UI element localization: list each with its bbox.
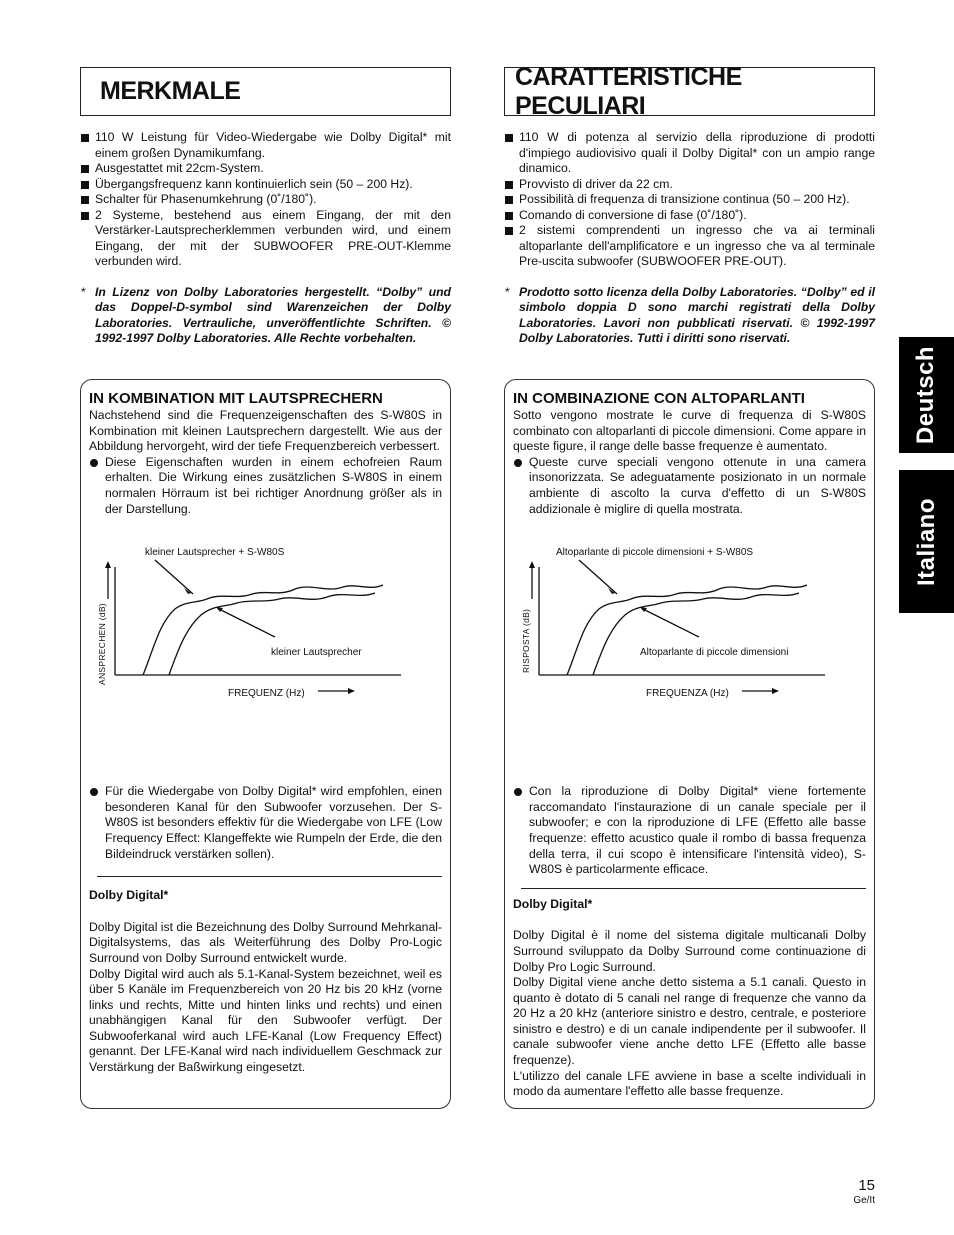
dolby-digital-title: Dolby Digital* bbox=[89, 888, 169, 903]
frequency-chart-it bbox=[513, 539, 863, 744]
y-axis-arrowhead bbox=[529, 561, 535, 568]
square-bullet-icon bbox=[505, 227, 513, 235]
language-tab-label: Deutsch bbox=[912, 345, 940, 445]
box-intro-de: Nachstehend sind die Frequenzeigenschaften des S-W80S in Kombination mit kleinen Lautsprechern dargestellt. Wie aus der Abbildung hervorgeht, wird der tiefe Frequenzbereich verbessert. bbox=[89, 408, 442, 454]
label-with-subwoofer: Altoparlante di piccole dimensioni + S-W80S bbox=[556, 547, 754, 559]
y-axis-label: ANSPRECHEN (dB) bbox=[97, 603, 107, 686]
feature-list-it bbox=[504, 130, 875, 270]
page-number: 15 bbox=[858, 1177, 875, 1194]
box-intro-it: Sotto vengono mostrate le curve di frequenza di S-W80S combinato con altoparlanti di piccole dimensioni. Come appare in queste figure, il range delle basse frequenze è aumentato. bbox=[513, 408, 866, 454]
feature-item: Comando di conversione di fase (0˚/180˚). bbox=[504, 208, 875, 224]
dolby-paragraph: Dolby Digital viene anche detto sistema a 5.1 canali. Questo in quanto è dotato di 5 canali nel range di frequenze che vanno da 20 Hz a 20 kHz (anteriore sinistro e destro, centrale, e posteriore sinistro e destro) e di un canale indipendente per il subwoofer. Il canale subwoofer viene anche detto LFE (Effetto alle basse frequenze). bbox=[513, 975, 866, 1068]
page-title-it: CARATTERISTICHE PECULIARI bbox=[515, 62, 742, 120]
feature-item: Schalter für Phasenumkehrung (0˚/180˚). bbox=[80, 192, 451, 208]
column-de bbox=[80, 0, 451, 347]
frequency-chart-svg bbox=[513, 539, 863, 744]
dolby-paragraph: L'utilizzo del canale LFE avviene in base a scelte individuali in modo da aumentare l'effetto alle basse frequenze. bbox=[513, 1068, 866, 1099]
dolby-paragraph: Dolby Digital ist die Bezeichnung des Dolby Surround Mehrkanal-Digitalsystems, das als Weiterführung des Dolby Pro-Logic Surround von Dolby Surround entwickelt wurde. bbox=[89, 919, 442, 965]
bullet-item: Queste curve speciali vengono ottenute in una camera insonorizzata. Se adeguatamente posizionato in un normale ambiente di ascolto la curva d'effetto di un S-W80S addizionale è miglire di quella mostrata. bbox=[513, 455, 866, 517]
feature-item: Possibilità di frequenza di transizione continua (50 – 200 Hz). bbox=[504, 192, 875, 208]
column-it bbox=[504, 0, 875, 347]
divider bbox=[97, 876, 442, 877]
label-small-speaker: kleiner Lautsprecher bbox=[271, 647, 362, 659]
footnote-it: * Prodotto sotto licenza della Dolby Laboratories. “Dolby” ed il simbolo doppia D sono marchi registrati della Dolby Laboratories. Lavori non pubblicati riservati. © 1992-1997 Dolby Laboratories. Tutti i diritti sono riservati. bbox=[505, 284, 875, 345]
pointer-arrowhead-bottom bbox=[640, 607, 647, 612]
feature-item: 2 Systeme, bestehend aus einem Eingang, der mit den Verstärker-Lautsprecherklemmen verbunden wird, und einem Eingang, der mit der SUBWOOFER PRE-OUT-Klemme verbunden wird. bbox=[80, 208, 451, 270]
dolby-paragraph: Dolby Digital wird auch als 5.1-Kanal-System bezeichnet, weil es über 5 Kanäle im Frequenzbereich von 20 Hz bis 20 kHz (vorne links und rechts, Mitte und hinten links und rechts) und einen unabhängigen Kanal für den Subwoofer verfügt. Der Subwooferkanal wird auch LFE-Kanal (Low Frequency Effect) genannt. Der LFE-Kanal wird nach individuellem Geschmack zur Verstärkung der Baßwirkung eingesetzt. bbox=[89, 966, 442, 1075]
feature-item: Übergangsfrequenz kann kontinuierlich sein (50 – 200 Hz). bbox=[80, 177, 451, 193]
square-bullet-icon bbox=[81, 134, 89, 142]
square-bullet-icon bbox=[81, 181, 89, 189]
pointer-line-bottom bbox=[643, 609, 699, 637]
bullet-item: Für die Wiedergabe von Dolby Digital* wird empfohlen, einen besonderen Kanal für den Subwoofer vorzusehen. Der S-W80S ist besonders effektiv für die Wiedergabe von LFE (Low Frequency Effect: Klangeffekte wie Rumpeln der Erde, die den Bildeindruck verstärken sollen). bbox=[89, 784, 442, 862]
y-axis-label: RISPOSTA (dB) bbox=[521, 608, 531, 674]
box-heading-it: IN COMBINAZIONE CON ALTOPARLANTI bbox=[513, 390, 805, 407]
label-with-subwoofer: kleiner Lautsprecher + S-W80S bbox=[145, 547, 285, 559]
pointer-line-bottom bbox=[219, 609, 275, 637]
feature-item: 110 W di potenza al servizio della riproduzione di prodotti d'impiego audiovisivo quali il Dolby Digital* con un ampio range dinamico. bbox=[504, 130, 875, 177]
square-bullet-icon bbox=[505, 196, 513, 204]
bullet-item: Diese Eigenschaften wurden in einem echofreien Raum erhalten. Die Wirkung eines zusätzlichen S-W80S in einem normalen Hörraum ist bei richtiger Anordnung größer als in der Darstellung. bbox=[89, 455, 442, 517]
square-bullet-icon bbox=[81, 165, 89, 173]
divider bbox=[521, 888, 866, 889]
pointer-line-top bbox=[155, 560, 193, 594]
x-axis-arrowhead bbox=[348, 688, 355, 694]
square-bullet-icon bbox=[505, 212, 513, 220]
curve-small-speaker bbox=[593, 593, 799, 675]
square-bullet-icon bbox=[81, 212, 89, 220]
feature-item: 2 sistemi comprendenti un ingresso che va ai terminali altoparlante dell'amplificatore e un ingresso che va al terminale Pre-uscita subwoofer (SUBWOOFER PRE-OUT). bbox=[504, 223, 875, 270]
round-bullet-icon bbox=[90, 788, 98, 796]
round-bullet-icon bbox=[514, 459, 522, 467]
square-bullet-icon bbox=[505, 134, 513, 142]
speaker-combination-box-de bbox=[80, 379, 451, 1109]
language-tab-italiano bbox=[899, 470, 954, 613]
bullet-item: Con la riproduzione di Dolby Digital* viene fortemente raccomandato l'instaurazione di un canale speciale per il subwoofer; e con la riproduzione di LFE (Effetto alle basse frequenze: effetto acustico quale il rombo di bassa frequenza della terra, il cui scopo è intensificare l'intensità video), S-W80S è particolarmente efficace. bbox=[513, 784, 866, 878]
frequency-chart-svg bbox=[89, 539, 439, 744]
feature-item: 110 W Leistung für Video-Wiedergabe wie Dolby Digital* mit einem großen Dynamikumfang. bbox=[80, 130, 451, 161]
feature-item: Ausgestattet mit 22cm-System. bbox=[80, 161, 451, 177]
x-axis-label: FREQUENZA (Hz) bbox=[646, 688, 729, 700]
x-axis-label: FREQUENZ (Hz) bbox=[228, 688, 305, 700]
speaker-combination-box-it bbox=[504, 379, 875, 1109]
frequency-chart-de bbox=[89, 539, 439, 744]
box-heading-de: IN KOMBINATION MIT LAUTSPRECHERN bbox=[89, 390, 383, 407]
page-title-de: MERKMALE bbox=[100, 77, 241, 105]
pointer-line-top bbox=[579, 560, 617, 594]
footnote-de: * In Lizenz von Dolby Laboratories hergestellt. “Dolby” und das Doppel-D-symbol sind Warenzeichen der Dolby Laboratories. Vertrauliche, unveröffentlichte Schriften. © 1992-1997 Dolby Laboratories. Alle Rechte vorbehalten. bbox=[81, 284, 451, 345]
round-bullet-icon bbox=[514, 788, 522, 796]
round-bullet-icon bbox=[90, 459, 98, 467]
y-axis-arrowhead bbox=[105, 561, 111, 568]
language-tab-label: Italiano bbox=[912, 497, 940, 586]
curve-with-subwoofer bbox=[567, 585, 807, 675]
square-bullet-icon bbox=[81, 196, 89, 204]
dolby-paragraph: Dolby Digital è il nome del sistema digitale multicanali Dolby Surround sviluppato da Dolby Surround come continuazione di Dolby Pro Logic Surround. bbox=[513, 928, 866, 974]
feature-list-de bbox=[80, 130, 451, 270]
dolby-digital-title: Dolby Digital* bbox=[513, 896, 593, 911]
feature-item: Provvisto di driver da 22 cm. bbox=[504, 177, 875, 193]
curve-with-subwoofer bbox=[143, 585, 383, 675]
label-small-speaker: Altoparlante di piccole dimensioni bbox=[640, 647, 789, 659]
square-bullet-icon bbox=[505, 181, 513, 189]
curve-small-speaker bbox=[169, 593, 375, 675]
page-language-code: Ge/It bbox=[853, 1195, 875, 1206]
pointer-arrowhead-bottom bbox=[216, 607, 223, 612]
x-axis-arrowhead bbox=[772, 688, 779, 694]
language-tab-deutsch bbox=[899, 337, 954, 453]
